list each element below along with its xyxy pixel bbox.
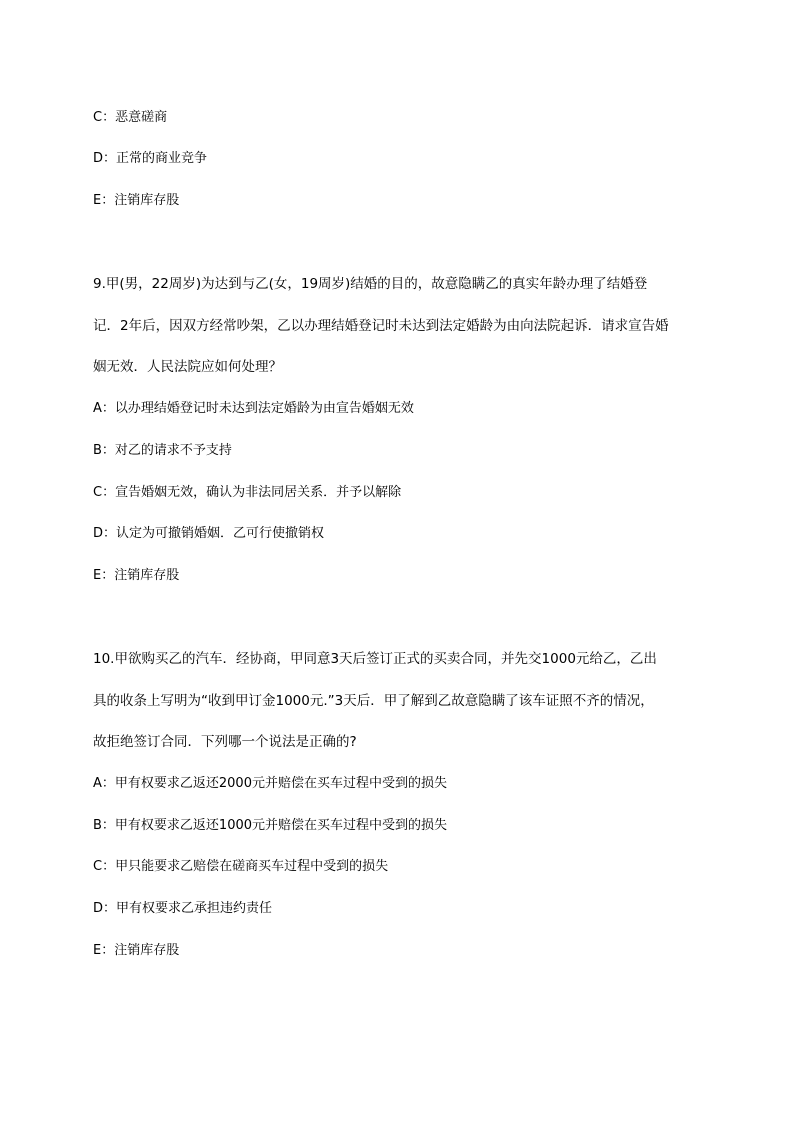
option-d: D：正常的商业竞争 — [93, 151, 208, 166]
question-10-option-a: A：甲有权要求乙返还2000元并赔偿在买车过程中受到的损失 — [93, 776, 447, 791]
question-10-stem-line-3: 故拒绝签订合同．下列哪一个说法是正确的? — [93, 734, 357, 750]
question-10-stem-line-2: 具的收条上写明为“收到甲订金1000元.”3天后．甲了解到乙故意隐瞒了该车证照不齐的情况， — [93, 693, 654, 709]
question-9-option-e: E：注销库存股 — [93, 568, 180, 583]
option-e: E：注销库存股 — [93, 193, 180, 208]
question-10-option-e: E：注销库存股 — [93, 943, 180, 958]
question-9-stem-line-2: 记．2年后，因双方经常吵架，乙以办理结婚登记时未达到法定婚龄为由向法院起诉．请求宣告婚 — [93, 318, 669, 334]
question-10-option-b: B：甲有权要求乙返还1000元并赔偿在买车过程中受到的损失 — [93, 818, 448, 833]
question-9-option-b: B：对乙的请求不予支持 — [93, 443, 232, 458]
question-10-stem-line-1: 10.甲欲购买乙的汽车．经协商，甲同意3天后签订正式的买卖合同，并先交1000元给乙，乙出 — [93, 651, 657, 667]
question-9-stem-line-3: 姻无效．人民法院应如何处理？ — [93, 359, 282, 375]
question-9-option-d: D：认定为可撤销婚姻．乙可行使撤销权 — [93, 526, 325, 541]
question-9-option-a: A：以办理结婚登记时未达到法定婚龄为由宣告婚姻无效 — [93, 401, 414, 416]
question-10-option-d: D：甲有权要求乙承担违约责任 — [93, 901, 273, 916]
question-9-option-c: C：宣告婚姻无效，确认为非法同居关系．并予以解除 — [93, 485, 402, 500]
option-c: C：恶意磋商 — [93, 110, 168, 125]
question-9-stem-line-1: 9.甲(男，22周岁)为达到与乙(女，19周岁)结婚的目的，故意隐瞒乙的真实年龄办理了结婚登 — [93, 276, 648, 292]
question-10-option-c: C：甲只能要求乙赔偿在磋商买车过程中受到的损失 — [93, 859, 389, 874]
